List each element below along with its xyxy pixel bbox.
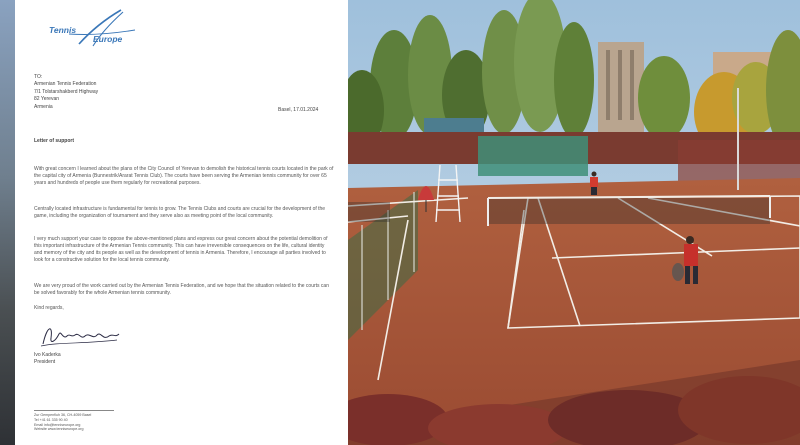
footer-line: Tel +41 61 335 90 40 (34, 417, 68, 422)
second-net (348, 202, 390, 222)
green-windscreen (478, 136, 588, 176)
signer-title: President (34, 359, 56, 366)
tennis-courts-scene (348, 0, 800, 445)
letter-date: Basel, 17.01.2024 (278, 107, 319, 113)
tennis-net (488, 196, 770, 226)
footer-line: Zur Gempenfluh 36, CH-4059 Basel (34, 413, 92, 417)
recipient-line: 82 Yerevan (34, 96, 60, 103)
tennis-courts-photo (348, 0, 800, 445)
support-letter (15, 0, 348, 445)
recipient-line: Armenian Tennis Federation (34, 81, 97, 88)
letter-closing: Kind regards, (34, 305, 64, 311)
letter-subject: Letter of support (34, 138, 74, 144)
letter-paragraph: We are very proud of the work carried out by the Armenian Tennis Federation, and we hope that the situation related to the courts can be solved favorably for the whole Armenian tennis community. (34, 283, 329, 296)
letter-paragraph: Centrally located infrastructure is fundamental for tennis to grow. The Tennis Clubs and courts are crucial for the development of the game, including the organization of tournament and they serve also as meeting point of the local community. (34, 206, 326, 219)
footer-line: Email info@tenniseurope.org (34, 422, 81, 427)
letter-paragraph: I very much support your case to oppose the above-mentioned plans and express our great concern about the potential demolition of this important infrastructure of the Armenian Tennis community. This can have irreversible consequences on the life, cultural identity and memory of the city and its people as well as the development of tennis in Armenia. Therefore, I encourage all parties involved to look for a constructive solution for the local tennis community. (34, 236, 328, 263)
logo-text-tennis: Tennis (49, 25, 77, 35)
signer-block (34, 352, 61, 367)
tennis-europe-logo (49, 6, 139, 48)
background-photo-strip (0, 0, 15, 445)
footer-divider (34, 410, 114, 411)
footer-line: Website www.tenniseurope.org (34, 427, 84, 432)
pavilion-roof (424, 118, 484, 132)
letter-footer (34, 413, 91, 432)
letter-paragraph: With great concern I learned about the plans of the City Council of Yerevan to demolish the historical tennis courts located in the park of the capital city of Armenia (Bunnestrik/Ararat Tennis Club). The courts have been serving the Armenian tennis community for over 65 years and hundreds of people use them regularly for recreational purposes. (34, 166, 334, 186)
handwritten-signature (39, 320, 121, 350)
recipient-heading: TO: (34, 74, 43, 80)
recipient-line: 7/1 Tolstarshakberd Highway (34, 88, 99, 95)
logo-text-europe: Europe (93, 34, 123, 44)
recipient-line: Armenia (34, 103, 53, 110)
recipient-block (34, 74, 98, 111)
signer-name: Ivo Kaderka (34, 352, 61, 358)
